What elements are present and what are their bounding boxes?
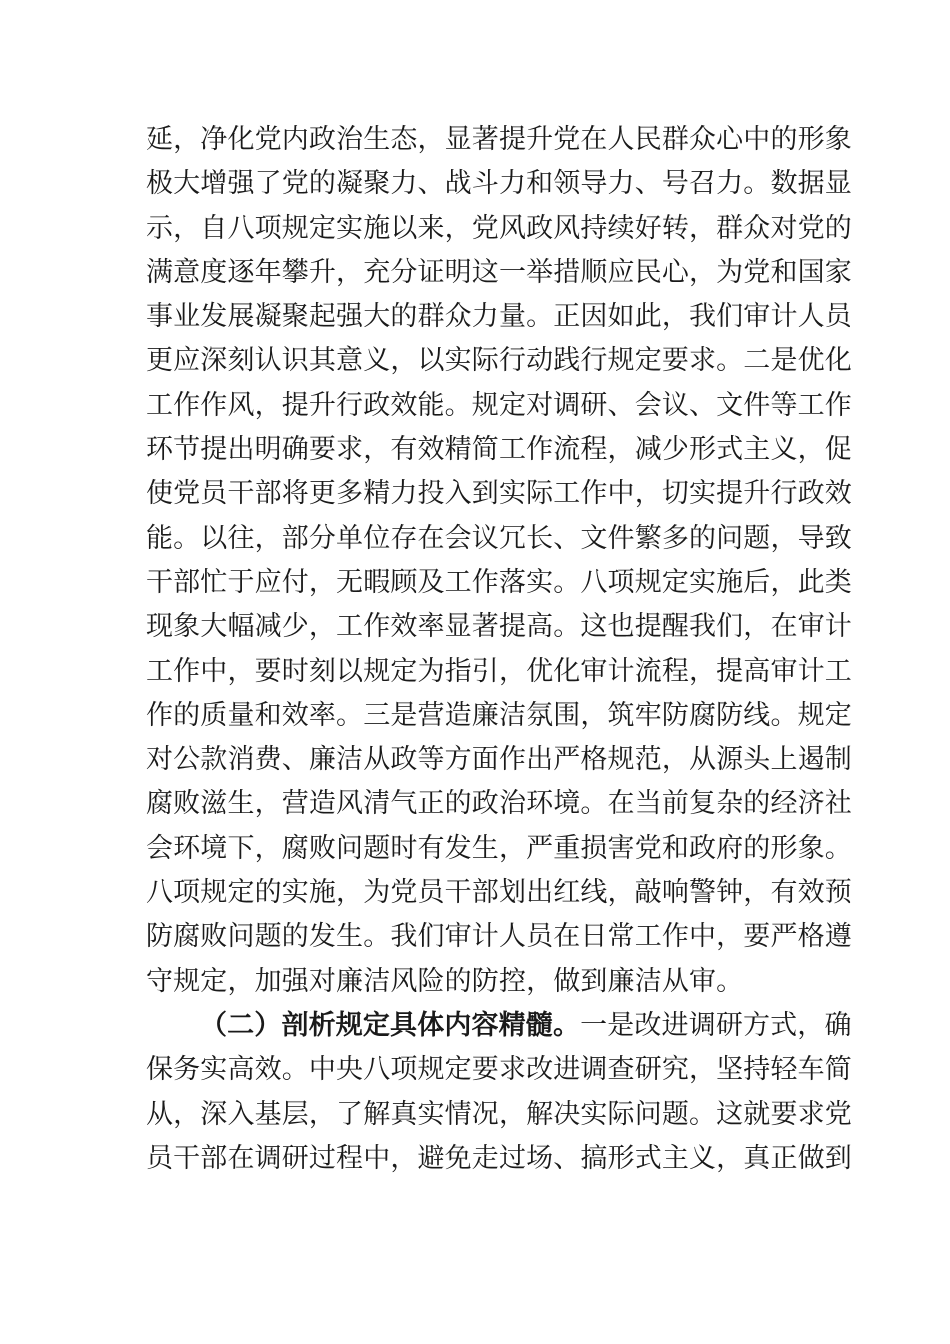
text-line: 满意度逐年攀升，充分证明这一举措顺应民心，为党和国家	[146, 256, 852, 288]
text-line: 防腐败问题的发生。我们审计人员在日常工作中，要严格遵	[146, 921, 852, 953]
text-line: 从，深入基层，了解真实情况，解决实际问题。这就要求党	[146, 1098, 852, 1130]
text-line: 作的质量和效率。三是营造廉洁氛围，筑牢防腐防线。规定	[146, 699, 852, 731]
text-line: 事业发展凝聚起强大的群众力量。正因如此，我们审计人员	[146, 301, 852, 333]
paragraph-2-first-line	[146, 1004, 852, 1048]
text-line: 延，净化党内政治生态，显著提升党在人民群众心中的形象	[146, 124, 852, 155]
text-line: 保务实高效。中央八项规定要求改进调查研究，坚持轻车简	[146, 1054, 852, 1086]
section-heading: （二）剖析规定具体内容精髓。	[200, 1009, 581, 1041]
text-line: 使党员干部将更多精力投入到实际工作中，切实提升行政效	[146, 478, 852, 510]
paragraph-2	[146, 1004, 852, 1181]
text-line: 环节提出明确要求，有效精简工作流程，减少形式主义，促	[146, 434, 852, 466]
text-line: 工作作风，提升行政效能。规定对调研、会议、文件等工作	[146, 389, 852, 421]
text-line: 守规定，加强对廉洁风险的防控，做到廉洁从审。	[146, 965, 744, 997]
text-line: 腐败滋生，营造风清气正的政治环境。在当前复杂的经济社	[146, 788, 852, 820]
text-line: 工作中，要时刻以规定为指引，优化审计流程，提高审计工	[146, 655, 852, 687]
paragraph-1	[146, 118, 852, 1004]
text-line: 会环境下，腐败问题时有发生，严重损害党和政府的形象。	[146, 832, 852, 864]
text-line: 对公款消费、廉洁从政等方面作出严格规范，从源头上遏制	[146, 744, 852, 776]
text-line: 极大增强了党的凝聚力、战斗力和领导力、号召力。数据显	[146, 168, 852, 200]
text-line: 更应深刻认识其意义，以实际行动践行规定要求。二是优化	[146, 345, 852, 377]
text-line: 能。以往，部分单位存在会议冗长、文件繁多的问题，导致	[146, 522, 852, 554]
body-text	[146, 118, 852, 1181]
text-line: 干部忙于应付，无暇顾及工作落实。八项规定实施后，此类	[146, 566, 852, 598]
text-line: 八项规定的实施，为党员干部划出红线，敲响警钟，有效预	[146, 877, 852, 909]
text-line: 员干部在调研过程中，避免走过场、搞形式主义，真正做到	[146, 1142, 852, 1174]
text-line: 现象大幅减少，工作效率显著提高。这也提醒我们，在审计	[146, 611, 852, 643]
text-fragment: 一是改进调研方式，确	[580, 1009, 852, 1041]
text-line: 示，自八项规定实施以来，党风政风持续好转，群众对党的	[146, 212, 852, 244]
